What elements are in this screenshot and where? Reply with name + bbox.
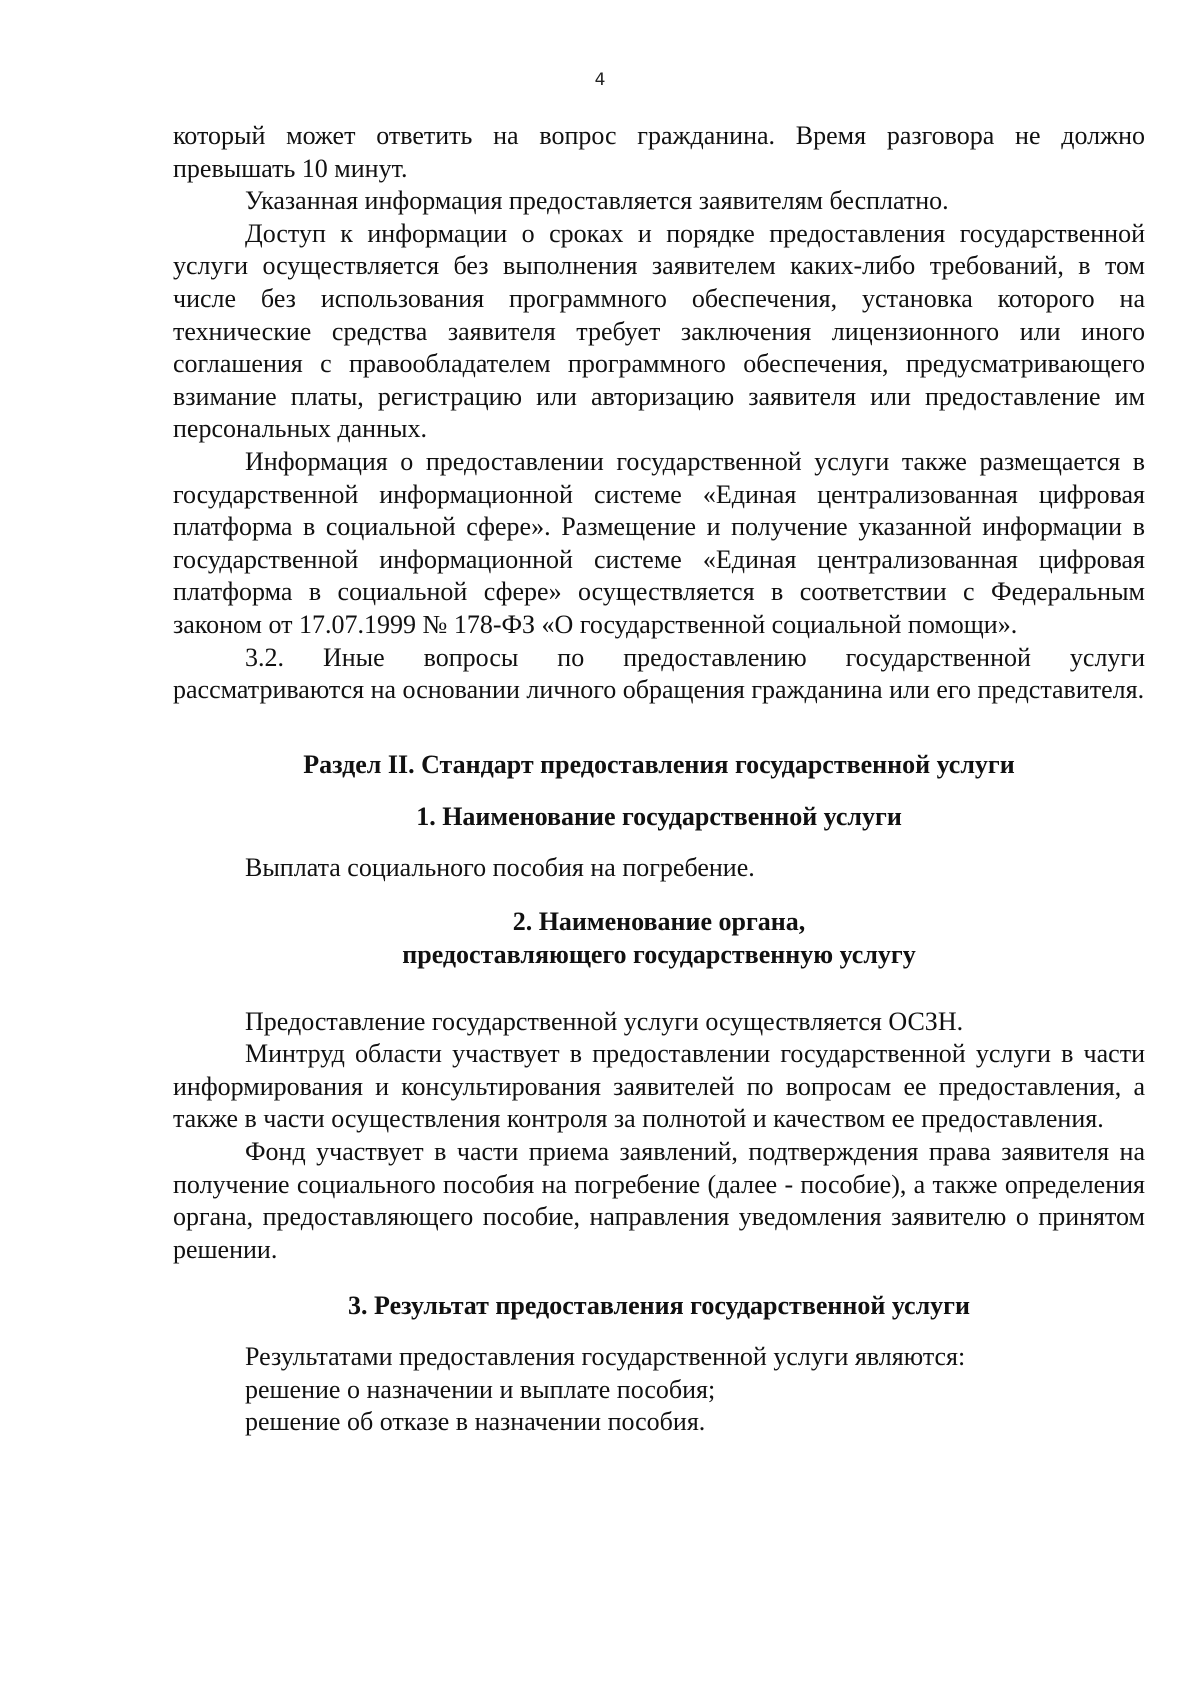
heading-3: 3. Результат предоставления государственной услуги — [348, 1291, 970, 1321]
paragraph: Информация о предоставлении государственной услуги также размещается в государственной информационной системе «Единая централизованная цифровая платформа в социальной сфере». Размещение и получение указанной информации в государственной информационной системе «Единая централизованная цифровая платформа в социальной сфере» осуществляется в соответствии с Федеральным законом от 17.07.1999 № 178-ФЗ «О государственной социальной помощи». — [173, 446, 1145, 639]
paragraph: Выплата социального пособия на погребение. — [245, 852, 755, 882]
list-item: Результатами предоставления государственной услуги являются: — [245, 1342, 966, 1371]
paragraph: Предоставление государственной услуги осуществляется ОСЗН. — [245, 1006, 964, 1036]
section-title: Раздел II. Стандарт предоставления государственной услуги — [303, 749, 1015, 779]
paragraph: 3.2. Иные вопросы по предоставлению государственной услуги рассматриваются на основании личного обращения гражданина или его представителя. — [173, 642, 1145, 705]
heading-2-line-2: предоставляющего государственную услугу — [402, 940, 916, 970]
paragraph: Минтруд области участвует в предоставлении государственной услуги в части информирования и консультирования заявителей по вопросам ее предоставления, а также в части осуществления контроля за полнотой и качеством ее предоставления. — [173, 1039, 1145, 1134]
list-item: решение о назначении и выплате пособия; — [245, 1374, 716, 1404]
document-body — [173, 120, 1145, 1439]
page-number: 4 — [594, 70, 606, 90]
heading-2-line-1: 2. Наименование органа, — [512, 907, 806, 937]
paragraph: Фонд участвует в части приема заявлений, подтверждения права заявителя на получение социального пособия на погребение (далее - пособие), а также определения органа, предоставляющего пособие, направления уведомления заявителю о принятом решении. — [173, 1137, 1145, 1264]
list-item: решение об отказе в назначении пособия. — [245, 1407, 706, 1437]
paragraph: Указанная информация предоставляется заявителям бесплатно. — [245, 186, 949, 216]
paragraph: Доступ к информации о сроках и порядке предоставления государственной услуги осуществляется без выполнения заявителем каких-либо требований, в том числе без использования программного обеспечения, установка которого на технические средства заявителя требует заключения лицензионного или иного соглашения с правообладателем программного обеспечения, предусматривающего взимание платы, регистрацию или авторизацию заявителя или предоставление им персональных данных. — [173, 218, 1145, 444]
paragraph: который может ответить на вопрос гражданина. Время разговора не должно превышать 10 минут. — [173, 121, 1145, 183]
heading-1: 1. Наименование государственной услуги — [416, 802, 902, 832]
